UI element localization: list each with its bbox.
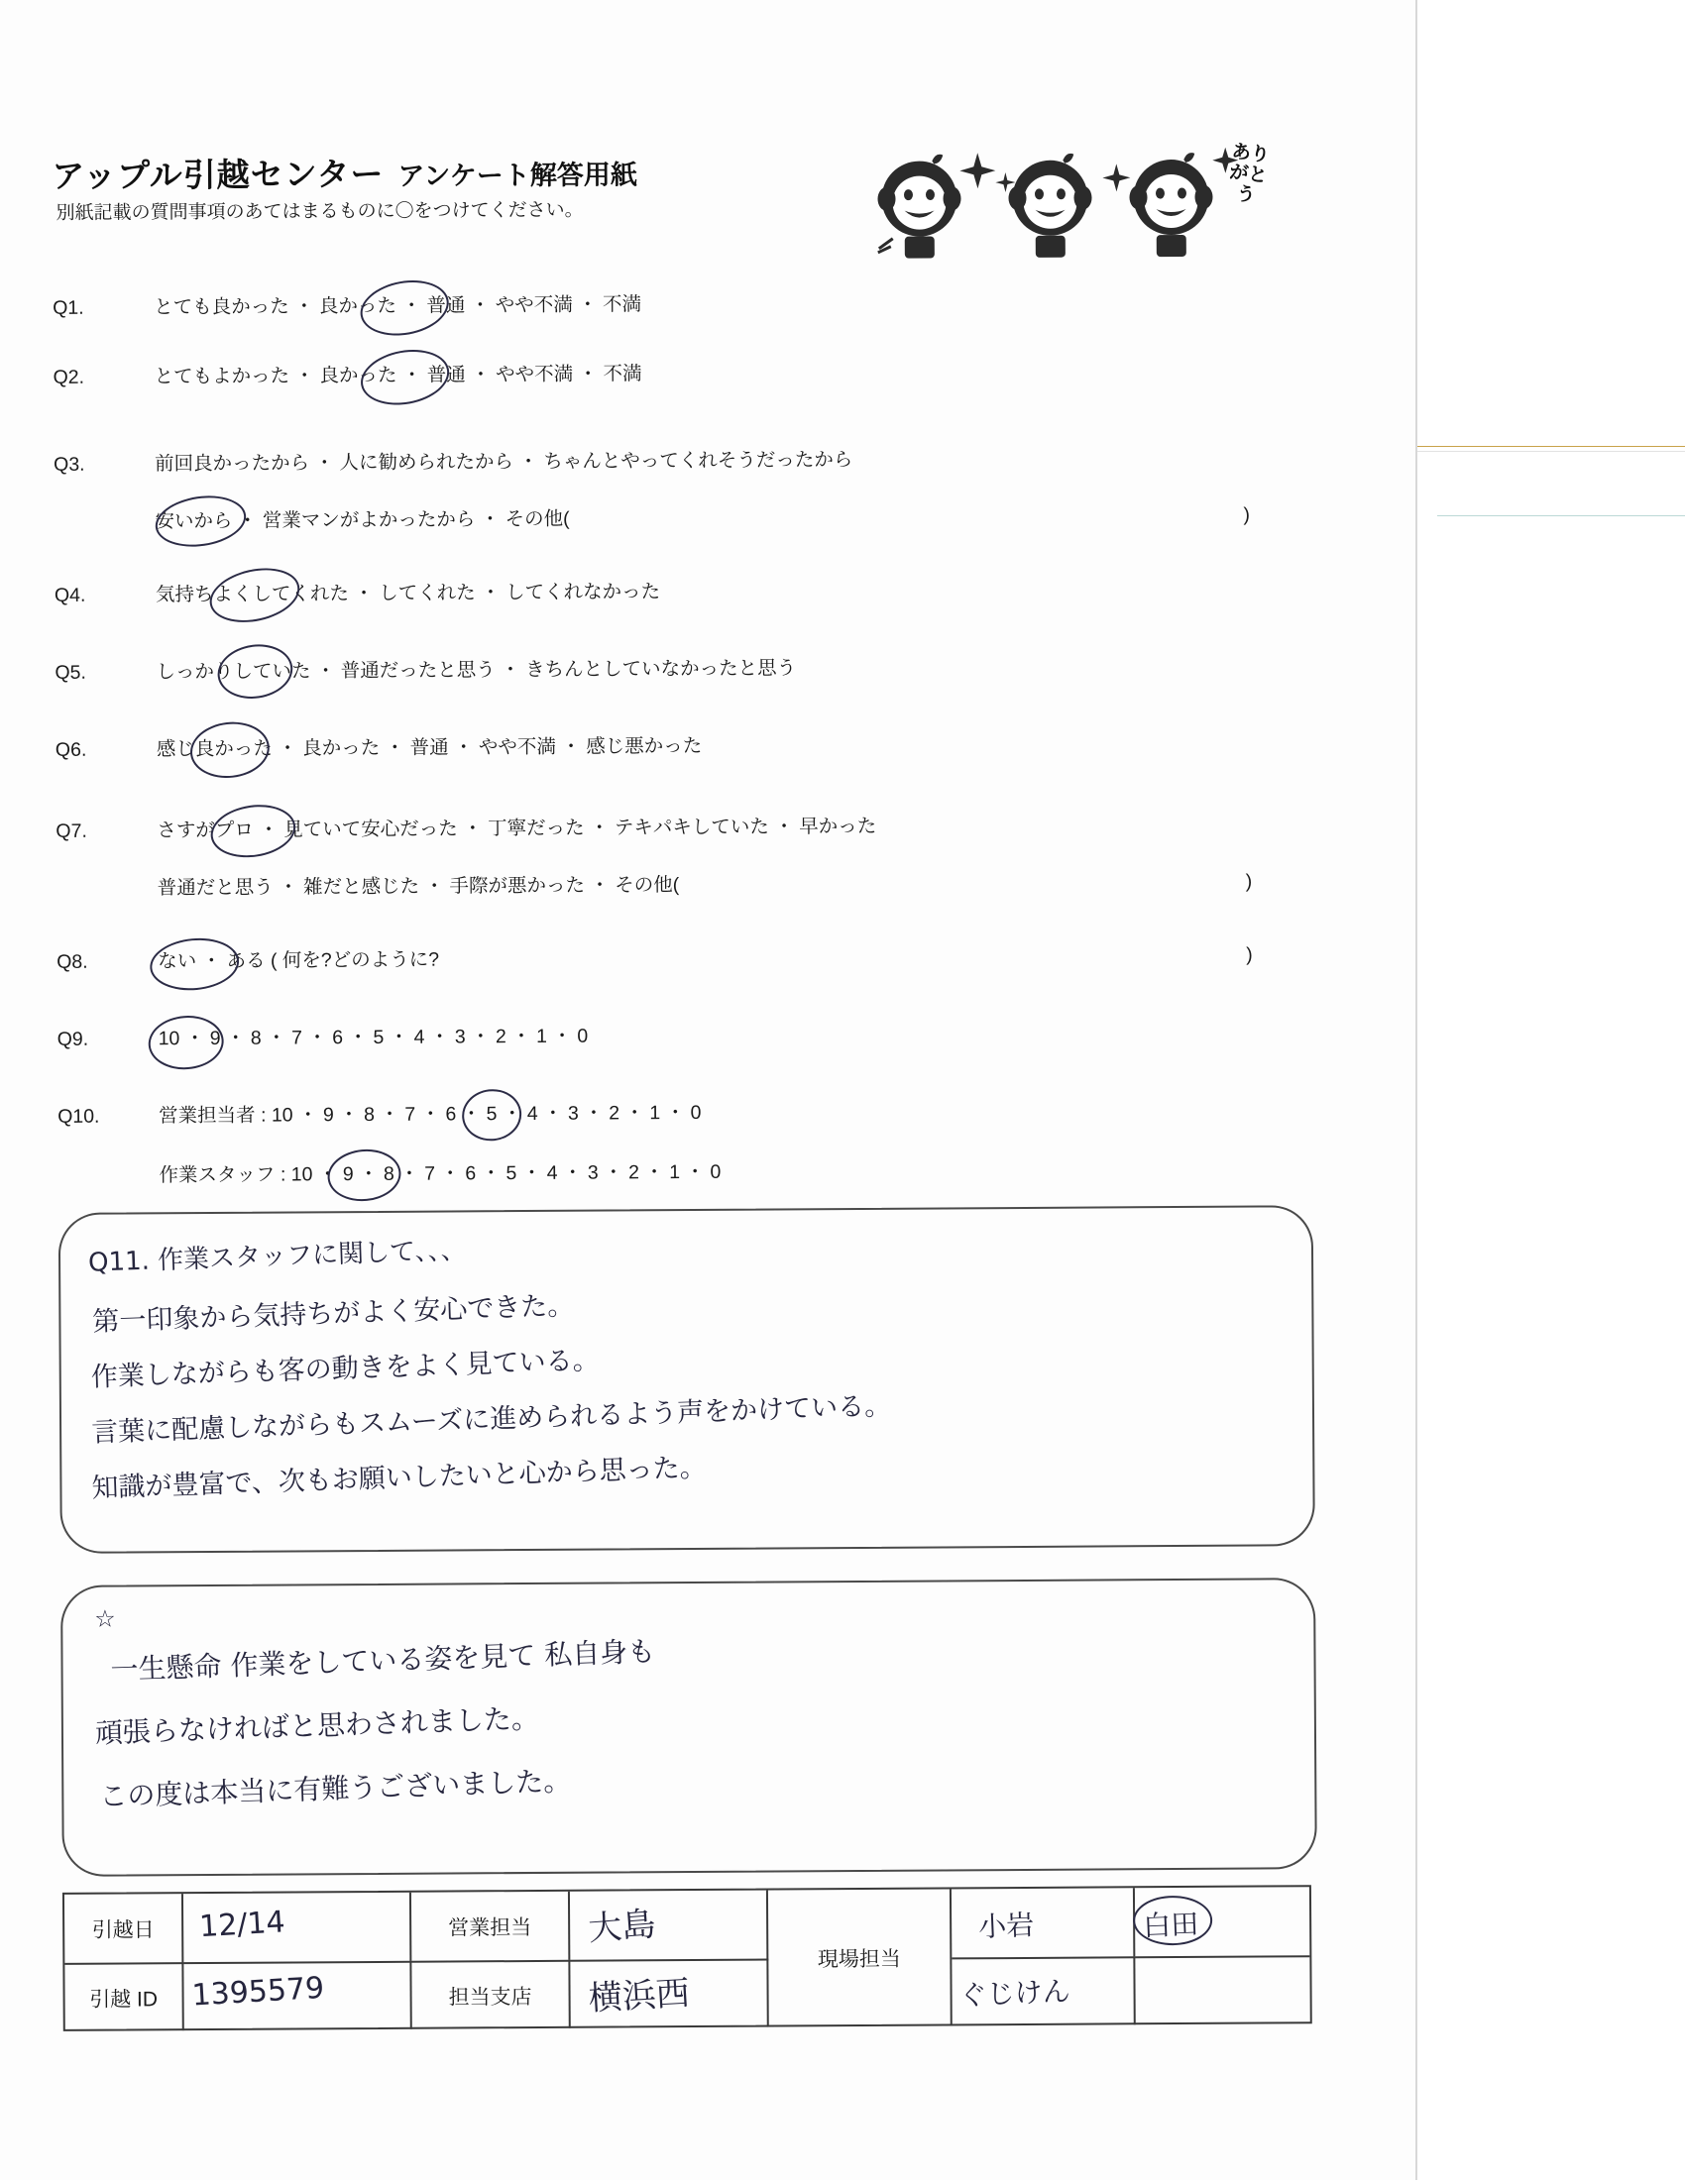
question-row-q1 <box>0 285 1284 319</box>
comment-q11-line-2: 第一印象から気持ちがよく安心できた。 <box>91 1290 575 1338</box>
comment-free-star: ☆ <box>94 1604 116 1633</box>
scan-artifact-line-3 <box>1417 451 1685 452</box>
comment-q11-line-3: 作業しながらも客の動きをよく見ている。 <box>90 1345 601 1393</box>
question-options-q4: 気持ちよくしてくれた ・ してくれた ・ してくれなかった <box>155 581 661 606</box>
instruction-text: 別紙記載の質問事項のあてはまるものに〇をつけてください。 <box>56 199 584 224</box>
question-options-q7-line1: さすがプロ ・ 見ていて安心だった ・ 丁寧だった ・ テキパキしていた ・ 早かった <box>157 815 877 842</box>
footer-label-site-rep: 現場担当 <box>768 1889 953 2026</box>
footer-label-move-date: 引越日 <box>64 1894 183 1963</box>
footer-value-blank-cell[interactable] <box>1135 1955 1309 2024</box>
brand-name: アップル引越センター <box>52 155 385 194</box>
comment-free-line-3: この度は本当に有難うございました。 <box>98 1764 572 1813</box>
question-row-q4 <box>0 573 1286 606</box>
question-id-q3: Q3. <box>54 453 85 476</box>
question-row-q10-line2 <box>0 1153 1289 1187</box>
comment-q11-line-4: 言葉に配慮しながらもスムーズに進められるよう声をかけている。 <box>90 1390 892 1449</box>
footer-value-branch: 横浜西 <box>587 1973 691 2020</box>
question-row-q5 <box>0 650 1286 684</box>
question-row-q7 <box>0 809 1287 842</box>
question-options-q1: とても良かった ・ 良かった ・ 普通 ・ やや不満 ・ 不満 <box>154 293 642 319</box>
question-options-q5: しっかりしていた ・ 普通だったと思う ・ きちんとしていなかったと思う <box>156 657 797 684</box>
question-options-q2: とてもよかった ・ 良かった ・ 普通 ・ やや不満 ・ 不満 <box>154 363 642 388</box>
question-row-q9 <box>0 1017 1289 1050</box>
scan-artifact-line-2 <box>1437 515 1685 516</box>
mascot-thanks-text: ありがとう <box>1228 141 1271 207</box>
question-options-q9: 10 ・ 9 ・ 8 ・ 7 ・ 6 ・ 5 ・ 4 ・ 3 ・ 2 ・ 1 ・ 0 <box>158 1025 589 1050</box>
comment-q11-line-5: 知識が豊富で、次もお願いしたいと心から思った。 <box>91 1452 708 1504</box>
question-id-q10: Q10. <box>57 1105 100 1128</box>
comment-q11-line-1: Q11. 作業スタッフに関して、、、 <box>87 1235 467 1278</box>
question-options-q7-line2: 普通だと思う ・ 雑だと感じた ・ 手際が悪かった ・ その他( <box>157 874 680 900</box>
question-row-q7-line2 <box>0 866 1288 900</box>
question-id-q9: Q9. <box>56 1028 89 1050</box>
comment-free-line-2: 頑張らなければと思わされました。 <box>94 1701 540 1750</box>
question-paren-close-q7: ) <box>1245 870 1253 893</box>
scan-artifact-line-1 <box>1417 446 1685 447</box>
document-type: アンケート解答用紙 <box>397 160 637 191</box>
comment-free-line-1: 一生懸命 作業をしている姿を見て 私自身も <box>110 1634 656 1687</box>
question-options-q10-line2: 作業スタッフ : 10 ・ 9 ・ 8 ・ 7 ・ 6 ・ 5 ・ 4 ・ 3 ・ 2 ・ 1 ・ 0 <box>159 1160 722 1187</box>
question-row-q2 <box>0 355 1284 388</box>
footer-label-branch: 担当支店 <box>411 1960 570 2029</box>
question-id-q8: Q8. <box>56 950 88 973</box>
question-options-q3-line2: 安いから ・ 営業マンがよかったから ・ その他( <box>155 507 570 533</box>
question-id-q1: Q1. <box>53 296 84 319</box>
scan-edge-band <box>1415 0 1685 2180</box>
question-paren-close-q8: ) <box>1246 943 1253 966</box>
footer-value-site-rep-2: ぐじけん <box>957 1974 1071 2013</box>
question-options-q10-line1: 営業担当者 : 10 ・ 9 ・ 8 ・ 7 ・ 6 ・ 5 ・ 4 ・ 3 ・ 2 ・ 1 ・ 0 <box>159 1101 702 1128</box>
question-id-q4: Q4. <box>54 584 86 606</box>
question-options-q8: ない ・ ある ( 何を?どのように? <box>158 948 440 973</box>
question-id-q2: Q2. <box>53 366 85 388</box>
question-row-q6 <box>0 727 1287 761</box>
footer-value-site-rep-1: 小岩 <box>977 1908 1035 1944</box>
footer-value-move-id: 1395579 <box>190 1970 326 2014</box>
question-row-q10 <box>0 1094 1289 1128</box>
mascot-illustration <box>866 135 1343 267</box>
question-options-q3-line1: 前回良かったから ・ 人に勧められたから ・ ちゃんとやってくれそうだったから <box>155 449 853 476</box>
question-row-q3 <box>0 442 1285 476</box>
footer-value-site-rep-3: 白田 <box>1142 1907 1199 1943</box>
footer-value-sales-rep: 大島 <box>586 1904 657 1949</box>
question-paren-close-q3: ) <box>1243 503 1251 526</box>
question-id-q5: Q5. <box>55 661 86 684</box>
page-title <box>52 147 637 197</box>
footer-value-move-date: 12/14 <box>198 1905 286 1945</box>
question-row-q8 <box>0 939 1288 973</box>
footer-label-sales-rep: 営業担当 <box>411 1892 570 1961</box>
question-options-q6: 感じ良かった ・ 良かった ・ 普通 ・ やや不満 ・ 感じ悪かった <box>156 734 703 761</box>
question-row-q3-line2 <box>0 499 1285 533</box>
question-id-q7: Q7. <box>56 819 87 842</box>
footer-label-move-id: 引越 ID <box>64 1962 183 2031</box>
question-id-q6: Q6. <box>55 738 87 761</box>
